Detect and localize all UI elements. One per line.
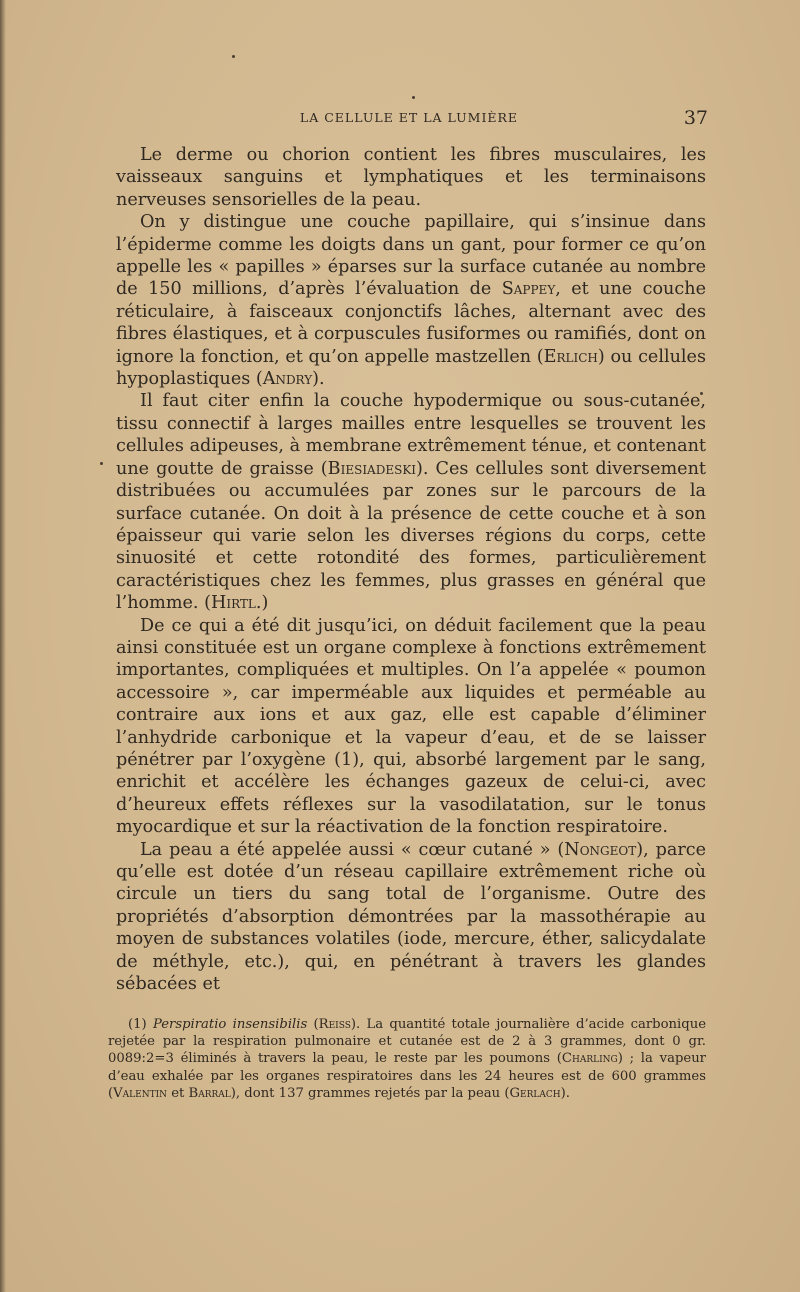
footnote-marker: (1): [128, 1017, 153, 1032]
footnote-conjunction: et: [167, 1085, 189, 1101]
author-erlich: Erlich: [543, 346, 598, 367]
paragraph-3-text-a: Il faut citer enfin la couche hypodermique ou sous-cutanée, tissu connectif à larges mailles entre lesquelles se trouvent les cellules adipeuses, à membrane extrêmement ténue, et contenant une goutte de graisse (: [116, 391, 706, 479]
author-reiss: Reiss: [318, 1017, 351, 1032]
paper-speck: [100, 462, 103, 465]
page-number: 37: [683, 107, 708, 129]
footnote-text-b: ). La quantité totale journalière d’acide carbonique rejetée par la respiration pulmonaire et cutanée est de 2 à 3 grammes, dont 0 gr. 0089:2=3 éliminés à travers la peau, le reste par les poumons (: [108, 1017, 706, 1067]
paragraph-2-text-c: ) ou cellules hypoplastiques (: [116, 346, 706, 390]
author-sappey: Sappey: [501, 279, 556, 300]
paragraph-3: [116, 390, 706, 614]
paragraph-4: De ce qui a été dit jusqu’ici, on déduit facilement que la peau ainsi constituée est un organe complexe à fonctions extrêmement importantes, compliquées et multiples. On l’a appelée « poumon accessoire », car imperméable aux liquides et perméable au contraire aux ions et aux gaz, elle est capable d’éliminer l’anhydride carbonique et la vapeur d’eau, et de se laisser pénétrer par l’oxygène (1), qui, absorbé largement par le sang, enrichit et accélère les échanges gazeux de celui-ci, avec d’heureux effets réflexes sur la vasodilatation, sur le tonus myocardique et sur la réactivation de la fonction respiratoire.: [116, 615, 706, 838]
paragraph-3-text-b: ). Ces cellules sont diversement distribuées ou accumulées par zones sur le parcours de la surface cutanée. On doit à la présence de cette couche et à son épaisseur qui varie selon les diverses régions du corps, cette sinuosité et cette rotondité des formes, particulièrement caractéristiques chez les femmes, plus grasses en général que l’homme. (: [116, 458, 706, 614]
paragraph-5: [116, 839, 706, 996]
footnote-text-d: ), dont 137 grammes rejetés par la peau (: [230, 1085, 510, 1101]
running-header: [110, 106, 708, 130]
author-hirtl: Hirtl.: [210, 593, 262, 614]
footnote: [108, 1016, 706, 1102]
paper-speck: [412, 96, 415, 99]
paragraph-5-text-b: ), parce qu’elle est dotée d’un réseau capillaire extrêmement riche où circule un tiers du sang total de l’organisme. Outre des propriétés d’absorption démontrées par la massothérapie au moyen de substances volatiles (iode, mercure, éther, salicydalate de méthyle, etc.), qui, en pénétrant à travers les glandes sébacées et: [116, 839, 707, 995]
footnote-text-e: ).: [560, 1085, 570, 1101]
paragraph-2: [116, 211, 706, 390]
page-edge-shadow: [0, 0, 6, 1292]
paragraph-2-text-a: On y distingue une couche papillaire, qui s’insinue dans l’épiderme comme les doigts dans un gant, pour former ce qu’on appelle les « papilles » éparses sur la surface cutanée au nombre de 150 millions, d’après l’évaluation de: [116, 212, 706, 300]
paper-speck: [232, 55, 235, 58]
paragraph-3-text-c: ): [261, 593, 269, 614]
paragraph-2-text-b: , et une couche réticulaire, à faisceaux conjonctifs lâches, alternant avec des fibres élastiques, et à corpuscules fusiformes ou ramifiés, dont on ignore la fonction, et qu’on appelle mastzellen (: [116, 279, 706, 367]
running-title: LA CELLULE ET LA LUMIÈRE: [299, 110, 519, 125]
paragraph-5-text-a: La peau a été appelée aussi « cœur cutané » (: [140, 839, 565, 860]
footnote-latin-term: Perspiratio insensibilis: [152, 1017, 308, 1032]
author-andry: Andry: [262, 369, 313, 390]
author-gerlach: Gerlach: [509, 1085, 561, 1101]
paragraph-1: Le derme ou chorion contient les fibres musculaires, les vaisseaux sanguins et lymphatiques et les terminaisons nerveuses sensorielles de la peau.: [116, 145, 706, 210]
author-nongeot: Nongeot: [564, 839, 637, 860]
footnote-text-c: ) ; la vapeur d’eau exhalée par les organes respiratoires dans les 24 heures est de 600 grammes (: [108, 1051, 706, 1101]
body-text: [116, 144, 706, 995]
author-biesiadeski: Biesiadeski: [327, 458, 417, 479]
footnote-text-a: (: [307, 1017, 319, 1032]
paragraph-2-text-d: ).: [312, 369, 325, 390]
author-charling: Charling: [561, 1051, 618, 1067]
author-barral: Barral: [188, 1085, 231, 1101]
author-valentin: Valentin: [113, 1085, 168, 1101]
